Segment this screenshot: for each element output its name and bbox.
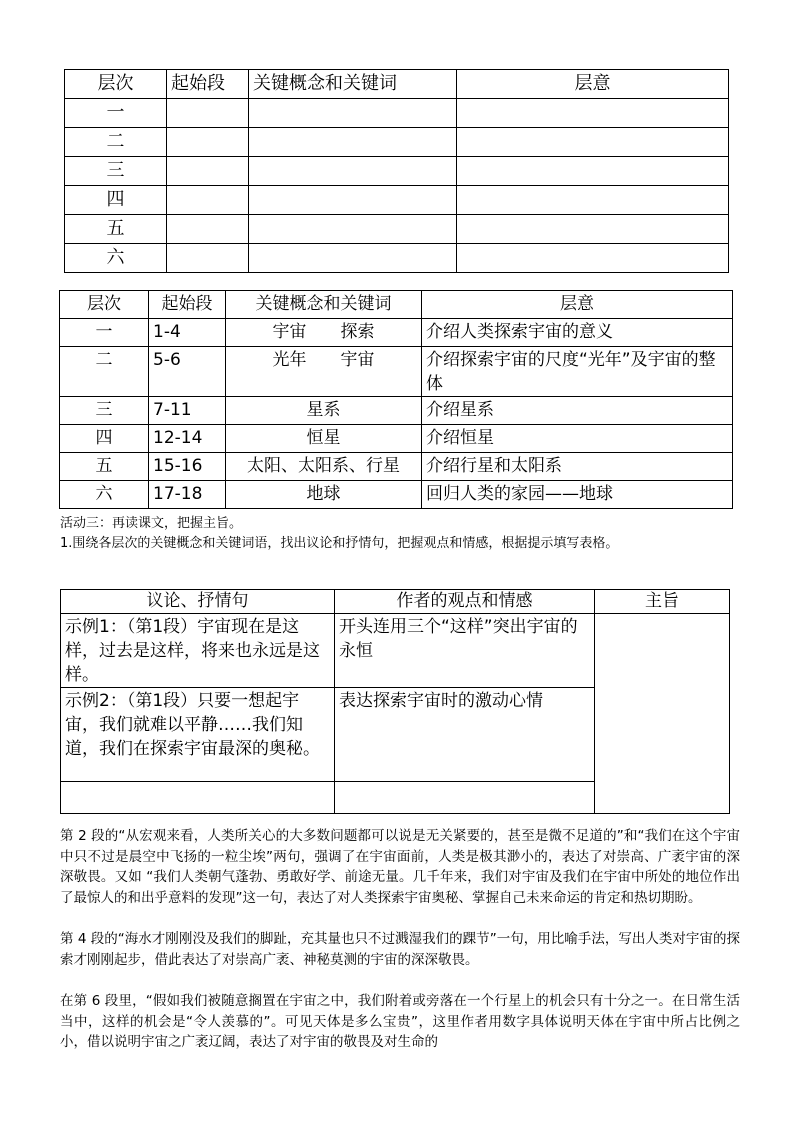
table-row — [61, 614, 730, 688]
paragraph-range-cell: 5-6 — [149, 347, 226, 397]
blank-cell[interactable] — [61, 782, 335, 814]
blank-cell[interactable] — [457, 186, 729, 215]
level-cell: 一 — [65, 99, 167, 128]
view-cell: 表达探索宇宙时的激动心情 — [335, 688, 595, 782]
blank-cell[interactable] — [457, 244, 729, 273]
sentence-cell: 示例1：（第1段）宇宙现在是这样，过去是这样，将来也永远是这样。 — [61, 614, 335, 688]
paragraph-range-cell: 15-16 — [149, 453, 226, 481]
blank-cell[interactable] — [167, 157, 249, 186]
answer-structure-table — [59, 290, 733, 509]
blank-cell[interactable] — [457, 215, 729, 244]
meaning-cell: 回归人类的家园——地球 — [422, 481, 733, 509]
analysis-paragraph: 第 2 段的“从宏观来看，人类所关心的大多数问题都可以说是无关紧要的，甚至是微不足道的”和“我们在这个宇宙中只不过是晨空中飞扬的一粒尘埃”两句，强调了在宇宙面前，人类是极其渺小的，表达了对崇高、广袤宇宙的深深敬畏。又如 “我们人类朝气蓬勃、勇敢好学、前途无量。几千年来，我们对宇宙及我们在宇宙中所处的地位作出了最惊人的和出乎意料的发现”这一句，表达了对人类探索宇宙奥秘、掌握自己未来命运的肯定和热切期盼。 — [60, 828, 740, 906]
keywords-cell: 地球 — [226, 481, 422, 509]
keywords-cell: 星系 — [226, 397, 422, 425]
meaning-cell: 介绍行星和太阳系 — [422, 453, 733, 481]
table-row — [65, 157, 729, 186]
paragraph-range-cell: 12-14 — [149, 425, 226, 453]
table-row — [60, 319, 733, 347]
activity-section — [60, 514, 740, 554]
meaning-cell: 介绍探索宇宙的尺度“光年”及宇宙的整体 — [422, 347, 733, 397]
activity-title: 活动三：再读课文，把握主旨。 — [60, 516, 243, 531]
blank-cell[interactable] — [249, 99, 457, 128]
table-row — [60, 397, 733, 425]
header-level: 层次 — [60, 291, 149, 319]
paragraph-range-cell: 7-11 — [149, 397, 226, 425]
table-header-row — [65, 70, 729, 99]
header-keywords: 关键概念和关键词 — [226, 291, 422, 319]
table-row — [60, 453, 733, 481]
header-start-paragraph: 起始段 — [149, 291, 226, 319]
table-row — [65, 128, 729, 157]
keywords-cell: 太阳、太阳系、行星 — [226, 453, 422, 481]
level-cell: 三 — [65, 157, 167, 186]
header-meaning: 层意 — [457, 70, 729, 99]
blank-cell[interactable] — [457, 99, 729, 128]
level-cell: 二 — [65, 128, 167, 157]
sentence-cell: 示例2：（第1段）只要一想起宇宙，我们就难以平静……我们知道，我们在探索宇宙最深的奥秘。 — [61, 688, 335, 782]
header-level: 层次 — [65, 70, 167, 99]
level-cell: 四 — [65, 186, 167, 215]
level-cell: 四 — [60, 425, 149, 453]
level-cell: 五 — [60, 453, 149, 481]
level-cell: 五 — [65, 215, 167, 244]
theme-cell[interactable] — [595, 614, 730, 814]
table-row — [65, 186, 729, 215]
level-cell: 一 — [60, 319, 149, 347]
level-cell: 六 — [65, 244, 167, 273]
blank-cell[interactable] — [167, 128, 249, 157]
table-row — [65, 215, 729, 244]
header-theme: 主旨 — [595, 590, 730, 614]
table-row — [65, 244, 729, 273]
blank-cell[interactable] — [249, 186, 457, 215]
level-cell: 二 — [60, 347, 149, 397]
level-cell: 六 — [60, 481, 149, 509]
analysis-paragraph: 第 4 段的“海水才刚刚没及我们的脚趾，充其量也只不过溅湿我们的踝节”一句，用比喻手法，写出人类对宇宙的探索才刚刚起步，借此表达了对崇高广袤、神秘莫测的宇宙的深深敬畏。 — [60, 931, 740, 968]
blank-cell[interactable] — [457, 128, 729, 157]
paragraph-range-cell: 17-18 — [149, 481, 226, 509]
blank-cell[interactable] — [457, 157, 729, 186]
header-keywords: 关键概念和关键词 — [249, 70, 457, 99]
table-row — [60, 347, 733, 397]
header-start-paragraph: 起始段 — [167, 70, 249, 99]
table-header-row — [60, 291, 733, 319]
view-cell: 开头连用三个“这样”突出宇宙的永恒 — [335, 614, 595, 688]
keywords-cell: 恒星 — [226, 425, 422, 453]
blank-cell[interactable] — [167, 99, 249, 128]
header-views: 作者的观点和情感 — [335, 590, 595, 614]
table-row — [60, 425, 733, 453]
level-cell: 三 — [60, 397, 149, 425]
blank-cell[interactable] — [167, 186, 249, 215]
blank-cell[interactable] — [167, 244, 249, 273]
activity-instruction: 1.围绕各层次的关键概念和关键词语，找出议论和抒情句，把握观点和情感，根据提示填写表格。 — [60, 536, 619, 551]
header-meaning: 层意 — [422, 291, 733, 319]
keywords-cell: 光年 宇宙 — [226, 347, 422, 397]
blank-cell[interactable] — [249, 215, 457, 244]
blank-cell[interactable] — [335, 782, 595, 814]
header-sentences: 议论、抒情句 — [61, 590, 335, 614]
analysis-paragraph: 在第 6 段里，“假如我们被随意搁置在宇宙之中，我们附着或旁落在一个行星上的机会只有十分之一。在日常生活当中，这样的机会是“令人羡慕的”。可见天体是多么宝贵”，这里作者用数字具体说明天体在宇宙中所占比例之小，借以说明宇宙之广袤辽阔，表达了对宇宙的敬畏及对生命的 — [60, 993, 740, 1050]
blank-cell[interactable] — [249, 244, 457, 273]
blank-structure-table — [64, 69, 729, 273]
blank-cell[interactable] — [167, 215, 249, 244]
theme-table — [60, 589, 730, 814]
table-row — [60, 481, 733, 509]
blank-cell[interactable] — [249, 157, 457, 186]
table-row — [65, 99, 729, 128]
keywords-cell: 宇宙 探索 — [226, 319, 422, 347]
paragraph-range-cell: 1-4 — [149, 319, 226, 347]
meaning-cell: 介绍星系 — [422, 397, 733, 425]
table-header-row — [61, 590, 730, 614]
blank-cell[interactable] — [249, 128, 457, 157]
meaning-cell: 介绍人类探索宇宙的意义 — [422, 319, 733, 347]
meaning-cell: 介绍恒星 — [422, 425, 733, 453]
